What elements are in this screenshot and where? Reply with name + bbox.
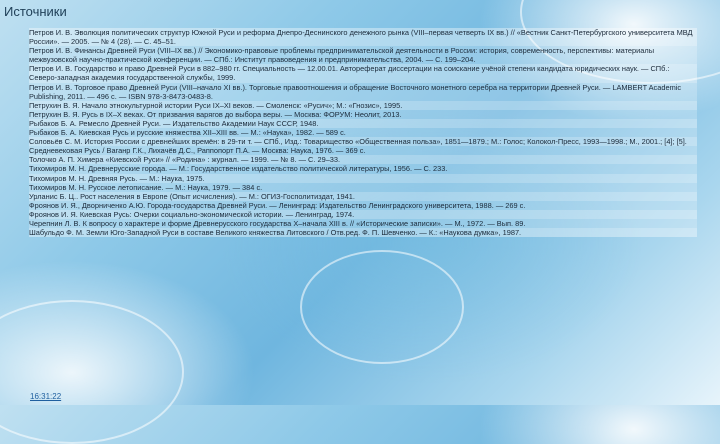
source-entry-text: Фроянов И. Я. Киевская Русь: Очерки социально-экономической истории. — Ленинград, 1974. bbox=[29, 209, 355, 219]
source-entry bbox=[29, 146, 697, 155]
source-entry bbox=[29, 110, 697, 119]
source-entry bbox=[29, 201, 697, 210]
source-entry-text: Толочко А. П. Химера «Киевской Руси» // «Родина» : журнал. — 1999. — № 8. — С. 29–33. bbox=[29, 155, 341, 165]
source-entry bbox=[29, 192, 697, 201]
source-entry bbox=[29, 83, 697, 101]
source-entry-text: Петрухин В. Я. Начало этнокультурной истории Руси IX–XI веков. — Смоленск: «Русич»; М.: «Гнозис», 1995. bbox=[29, 100, 403, 110]
source-entry bbox=[29, 210, 697, 219]
source-entry bbox=[29, 219, 697, 228]
source-entry-text: Петрухин В. Я. Русь в IX–X веках. От призвания варягов до выбора веры. — Москва: ФОРУМ: Неолит, 2013. bbox=[29, 109, 402, 119]
source-entry-text: Шабульдо Ф. М. Земли Юго-Западной Руси в составе Великого княжества Литовского / Отв.ред. Ф. П. Шевченко. — К.: «Наукова думка», 1987. bbox=[29, 228, 522, 238]
source-entry-text: Тихомиров М. Н. Русское летописание. — М.: Наука, 1979. — 384 с. bbox=[29, 182, 263, 192]
source-entry bbox=[29, 46, 697, 64]
source-entry-text: Черепнин Л. В. К вопросу о характере и форме Древнерусского государства X–начала XIII в. // «Исторические записки». — М., 1972. — Вып. 89. bbox=[29, 218, 526, 228]
source-entry bbox=[29, 183, 697, 192]
source-entry-text: Рыбаков Б. А. Ремесло Древней Руси. — Издательство Академии Наук СССР, 1948. bbox=[29, 118, 319, 128]
source-entry bbox=[29, 128, 697, 137]
source-entry bbox=[29, 155, 697, 164]
source-entry-text: Петров И. В. Эволюция политических структур Южной Руси и реформа Днепро-Деснинского денежного рынка (VIII–первая четверть IX вв.) // «Вестник Санкт-Петербургского университета МВД России». — 2005. — № 4 (28). — С. 45–51. bbox=[29, 28, 693, 47]
slide-title: Источники bbox=[4, 4, 67, 19]
source-entry bbox=[29, 174, 697, 183]
source-entry bbox=[29, 101, 697, 110]
sources-list bbox=[29, 28, 697, 237]
source-entry bbox=[29, 164, 697, 173]
source-entry-text: Тихомиров М. Н. Древняя Русь. — М.: Наука, 1975. bbox=[29, 173, 205, 183]
source-entry bbox=[29, 28, 697, 46]
timestamp-link[interactable]: 16:31:22 bbox=[30, 392, 62, 401]
source-entry-text: Средневековая Русь / Ваганр Г.К., Лихачёв Д.С., Раппопорт П.А. — Москва: Наука, 1976. — 369 с. bbox=[29, 146, 366, 156]
source-entry-text: Тихомиров М. Н. Древнерусские города. — М.: Государственное издательство политической литературы, 1956. — С. 233. bbox=[29, 164, 448, 174]
source-entry-text: Фроянов И. Я., Дворниченко А.Ю. Города-государства Древней Руси. — Ленинград: Издательство Ленинградского университета, 1988. — 269 с. bbox=[29, 200, 526, 210]
decorative-splash-1 bbox=[0, 300, 184, 444]
source-entry-text: Рыбаков Б. А. Киевская Русь и русские княжества XII–XIII вв. — М.: «Наука», 1982. — 589 с. bbox=[29, 128, 346, 138]
source-entry-text: Петров И. В. Государство и право Древней Руси в 882–980 гг. Специальность — 12.00.01. Автореферат диссертации на соискание учёной степени кандидата юридических наук. — СПб.: Северо-западная академия государственной службы, 1999. bbox=[29, 64, 670, 83]
source-entry bbox=[29, 119, 697, 128]
source-entry-text: Петров И. В. Финансы Древней Руси (VIII–IX вв.) // Экономико-правовые проблемы предпринимательской деятельности в России: история, современность, перспективы: материалы межвузовской научно-практической конференции. — СПб.: Институт правоведения и предпринимательства, 2004. — С. 199–204. bbox=[29, 46, 655, 65]
source-entry bbox=[29, 228, 697, 237]
source-entry-text: Соловьёв С. М. История России с древнейших времён: в 29-ти т. — СПб., Изд.: Товарищество «Общественная польза», 1851—1879.; М.: Голос; Колокол-Пресс, 1993—1998.; М., 2001.; [4]; [5]. bbox=[29, 137, 687, 147]
source-entry bbox=[29, 137, 697, 146]
source-entry-text: Петров И. В. Торговое право Древней Руси (VIII–начало XI вв.). Торговые правоотношения и обращение Восточного монетного серебра на территории Древней Руси. — LAMBERT Academic Publishing, 2011. — 496 с. — ISBN 978-3-8473-0483-8. bbox=[29, 82, 682, 101]
source-entry bbox=[29, 64, 697, 82]
decorative-splash-3 bbox=[300, 250, 464, 364]
source-entry-text: Урланис Б. Ц.. Рост населения в Европе (Опыт исчисления). — М.: ОГИЗ-Госполитиздат, 1941. bbox=[29, 191, 355, 201]
